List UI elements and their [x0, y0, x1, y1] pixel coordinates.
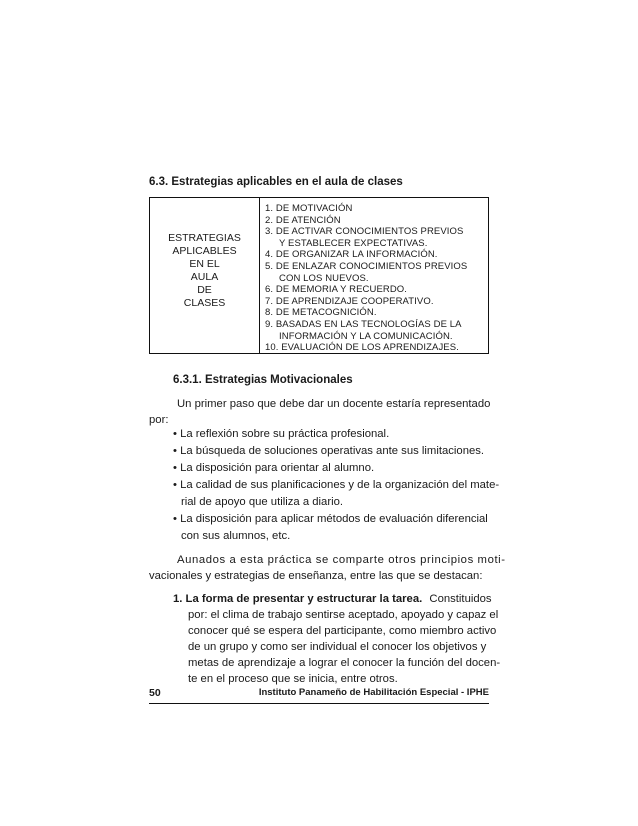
- intro-line: por:: [149, 414, 169, 426]
- subsection-title: 6.3.1. Estrategias Motivacionales: [173, 374, 353, 386]
- strategy-item: 10. EVALUACIÓN DE LOS APRENDIZAJES.: [265, 342, 459, 354]
- bullet-item: rial de apoyo que utiliza a diario.: [181, 496, 344, 508]
- numbered-item-rest: Constituidos: [429, 593, 492, 605]
- bullet-item: • La reflexión sobre su práctica profesional.: [173, 428, 390, 440]
- left-label-line: DE: [197, 284, 212, 296]
- table-right-cell: [260, 198, 488, 353]
- bullet-item: • La búsqueda de soluciones operativas ante sus limitaciones.: [173, 445, 485, 457]
- numbered-item-line: por: el clima de trabajo sentirse aceptado, apoyado y capaz el: [188, 609, 499, 621]
- left-label-line: EN EL: [189, 258, 220, 270]
- numbered-item-line: metas de aprendizaje a lograr el conocer la función del docen-: [188, 657, 501, 669]
- numbered-item-line: conocer qué se espera del participante, como miembro activo: [188, 625, 497, 637]
- left-label-line: AULA: [190, 271, 219, 283]
- table-left-label: [150, 232, 259, 310]
- strategy-item: 4. DE ORGANIZAR LA INFORMACIÓN.: [265, 249, 438, 261]
- bullet-item: • La disposición para orientar al alumno.: [173, 462, 375, 474]
- footer-rule: [149, 703, 489, 704]
- footer-institution: Instituto Panameño de Habilitación Especial - IPHE: [258, 687, 489, 698]
- numbered-item-line: te en el proceso que se inicia, entre otros.: [188, 673, 398, 685]
- intro-line: Un primer paso que debe dar un docente estaría representado: [177, 398, 491, 410]
- left-label-line: APLICABLES: [172, 245, 237, 257]
- strategy-item: 9. BASADAS EN LAS TECNOLOGÍAS DE LA: [265, 319, 462, 330]
- bullet-item: • La calidad de sus planificaciones y de la organización del mate-: [173, 479, 500, 491]
- strategy-item: 7. DE APRENDIZAJE COOPERATIVO.: [265, 295, 434, 307]
- strategy-item: 6. DE MEMORIA Y RECUERDO.: [265, 284, 408, 296]
- page-number: 50: [149, 687, 161, 699]
- paragraph-line: Aunados a esta práctica se comparte otros principios moti-: [177, 554, 506, 566]
- bullet-item: • La disposición para aplicar métodos de evaluación diferencial: [173, 513, 488, 525]
- strategy-item: 2. DE ATENCIÓN: [265, 214, 341, 226]
- strategy-item: 5. DE ENLAZAR CONOCIMIENTOS PREVIOS: [265, 261, 468, 272]
- strategies-table: [149, 197, 489, 354]
- left-label-line: ESTRATEGIAS: [168, 232, 241, 244]
- strategy-item: 3. DE ACTIVAR CONOCIMIENTOS PREVIOS: [265, 226, 464, 238]
- bullet-item: con sus alumnos, etc.: [181, 530, 291, 542]
- strategy-item: 1. DE MOTIVACIÓN: [265, 203, 353, 214]
- numbered-item-lead: 1. La forma de presentar y estructurar la tarea.: [173, 593, 423, 605]
- table-left-cell: [150, 198, 260, 353]
- section-title: 6.3. Estrategias aplicables en el aula de clases: [149, 176, 403, 188]
- paragraph-line: vacionales y estrategias de enseñanza, entre las que se destacan:: [149, 570, 483, 582]
- strategy-item: Y ESTABLECER EXPECTATIVAS.: [279, 237, 428, 249]
- strategy-item: 8. DE METACOGNICIÓN.: [265, 307, 377, 319]
- numbered-item-line: de un grupo y como ser individual el conocer los objetivos y: [188, 641, 487, 653]
- strategy-item: CON LOS NUEVOS.: [279, 272, 369, 284]
- strategy-item: INFORMACIÓN Y LA COMUNICACIÓN.: [279, 330, 453, 342]
- left-label-line: CLASES: [183, 297, 226, 309]
